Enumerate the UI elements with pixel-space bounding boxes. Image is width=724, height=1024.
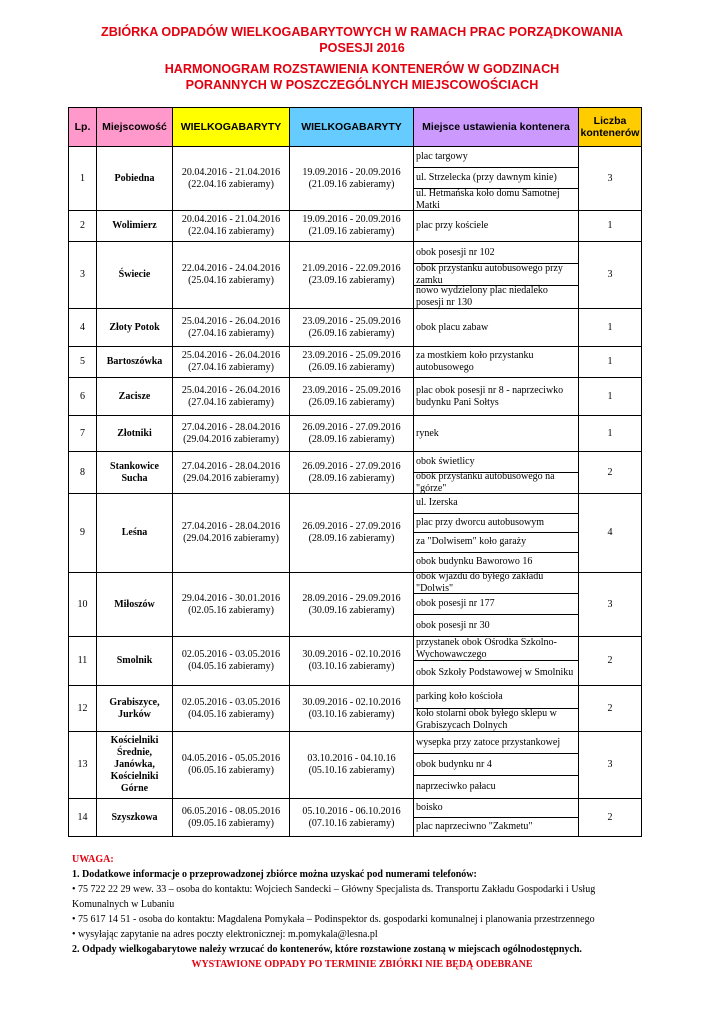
container-location: obok posesji nr 102 [414,242,578,264]
autumn-date-range: 26.09.2016 - 27.09.2016 [302,421,401,433]
town-name: Pobiedna [97,147,173,211]
container-location: ul. Izerska [414,494,578,514]
spring-pickup-date: (29.04.2016 zabieramy) [183,433,279,445]
autumn-dates [290,732,414,799]
autumn-dates [290,799,414,837]
spring-date-range: 25.04.2016 - 26.04.2016 [181,384,281,396]
col-header-town: Miejscowość [97,108,173,147]
col-header-spring: WIELKOGABARYTY [173,108,290,147]
container-count: 3 [579,242,642,309]
town-name: Leśna [97,494,173,573]
table-row [69,147,642,211]
schedule-table [68,107,642,837]
autumn-date-range: 23.09.2016 - 25.09.2016 [302,315,401,327]
autumn-date-range: 21.09.2016 - 22.09.2016 [302,263,401,274]
container-count: 3 [579,732,642,799]
spring-pickup-date: (27.04.16 zabieramy) [188,362,274,373]
notes-contact-2: • 75 617 14 51 - osoba do kontaktu: Magdalena Pomykała – Podinspektor ds. gospodarki komunalnej i planowania przestrzennego [72,914,595,925]
spring-pickup-date: (22.04.16 zabieramy) [188,226,274,237]
container-count: 2 [579,686,642,732]
container-count: 1 [579,309,642,347]
container-locations [414,452,579,494]
table-body [69,147,642,837]
row-number: 1 [69,147,97,211]
table-row [69,494,642,573]
autumn-pickup-date: (05.10.16 zabieramy) [308,765,395,776]
spring-date-range: 25.04.2016 - 26.04.2016 [181,350,281,361]
autumn-dates [290,211,414,242]
autumn-pickup-date: (23.09.16 zabieramy) [308,275,395,286]
container-location: boisko [414,799,578,818]
row-number: 11 [69,637,97,686]
container-location: obok budynku Baworowo 16 [416,556,533,568]
container-count: 3 [579,573,642,637]
table-row [69,211,642,242]
container-locations [414,309,579,347]
container-location: ul. Hetmańska koło domu Samotnej Matki [416,187,560,211]
container-location: obok przystanku autobusowego na "górze" [416,470,555,494]
container-location: obok posesji nr 177 [414,594,578,615]
town-name: Grabiszyce, Jurków [97,686,173,732]
autumn-date-range: 26.09.2016 - 27.09.2016 [302,521,401,532]
autumn-date-range: 05.10.2016 - 06.10.2016 [302,805,401,817]
town-name: Zacisze [97,378,173,416]
spring-pickup-date: (06.05.16 zabieramy) [188,765,274,776]
town-name: Smolnik [97,637,173,686]
spring-dates [173,211,290,242]
container-location: obok budynku nr 4 [414,754,578,776]
town-name: Wolimierz [97,211,173,242]
spring-date-range: 29.04.2016 - 30.01.2016 [181,592,281,604]
table-row [69,452,642,494]
row-number: 5 [69,347,97,378]
spring-date-range: 27.04.2016 - 28.04.2016 [181,521,281,532]
spring-dates [173,637,290,686]
subtitle-line-2: PORANNYCH W POSZCZEGÓLNYCH MIEJSCOWOŚCIACH [185,78,539,92]
notes-point-1: 1. Dodatkowe informacje o przeprowadzonej zbiórce można uzyskać pod numerami telefonów: [72,869,477,880]
spring-pickup-date: (27.04.16 zabieramy) [188,396,274,408]
autumn-date-range: 23.09.2016 - 25.09.2016 [302,350,401,361]
container-location: obok posesji nr 30 [416,619,490,631]
container-location: wysepka przy zatoce przystankowej [414,732,578,754]
town-name: Bartoszówka [97,347,173,378]
container-count: 1 [579,378,642,416]
table-row [69,242,642,309]
container-location: obok wjazdu do byłego zakładu "Dolwis" [414,573,578,594]
container-location: nowo wydzielony plac niedaleko posesji nr 130 [416,285,548,308]
spring-pickup-date: (02.05.16 zabieramy) [188,604,274,616]
document-title [0,24,724,56]
container-location: obok placu zabaw [416,321,489,333]
container-count: 1 [579,347,642,378]
table-header-row [69,108,642,147]
container-locations [414,416,579,452]
town-name: Szyszkowa [97,799,173,837]
notes-section [72,852,632,957]
spring-pickup-date: (29.04.2016 zabieramy) [183,472,279,484]
row-number: 3 [69,242,97,309]
autumn-pickup-date: (21.09.16 zabieramy) [308,178,395,190]
autumn-dates [290,147,414,211]
container-count: 4 [579,494,642,573]
autumn-pickup-date: (28.09.16 zabieramy) [308,472,395,484]
spring-dates [173,452,290,494]
container-locations [414,147,579,211]
spring-dates [173,799,290,837]
table-row [69,732,642,799]
container-locations [414,732,579,799]
notes-contact-1: • 75 722 22 29 wew. 33 – osoba do kontaktu: Wojciech Sandecki – Główny Specjalista ds. Transportu Zakładu Gospodarki i Usług Komunalnych w Lubaniu [72,884,596,910]
container-location: koło stolarni obok byłego sklepu w Grabiszycach Dolnych [416,707,557,731]
table-row [69,347,642,378]
container-location: przystanek obok Ośrodka Szkolno-Wychowawczego [414,637,578,661]
container-location: za mostkiem koło przystanku autobusowego [416,350,534,373]
container-location: plac przy kościele [416,220,489,231]
container-location: ul. Strzelecka (przy dawnym kinie) [414,168,578,189]
container-location: plac targowy [414,147,578,168]
container-locations [414,347,579,378]
notes-point-2: 2. Odpady wielkogabarytowe należy wrzucać do kontenerów, które rozstawione zostaną w miejscach ogólnodostępnych. [72,944,582,955]
spring-date-range: 20.04.2016 - 21.04.2016 [181,166,281,178]
spring-date-range: 20.04.2016 - 21.04.2016 [181,214,281,225]
container-locations [414,242,579,309]
spring-date-range: 02.05.2016 - 03.05.2016 [181,696,281,708]
autumn-pickup-date: (28.09.16 zabieramy) [308,433,395,445]
container-locations [414,378,579,416]
town-name: Kościelniki Średnie, Janówka, Kościelniki Górne [97,732,173,799]
container-locations [414,573,579,637]
title-line-1: ZBIÓRKA ODPADÓW WIELKOGABARYTOWYCH W RAMACH PRAC PORZĄDKOWANIA [101,25,623,39]
row-number: 10 [69,573,97,637]
container-location: naprzeciwko pałacu [416,781,496,792]
container-location: rynek [416,427,439,439]
autumn-pickup-date: (26.09.16 zabieramy) [308,327,395,339]
town-name: Złoty Potok [97,309,173,347]
spring-dates [173,347,290,378]
row-number: 7 [69,416,97,452]
container-count: 1 [579,416,642,452]
autumn-date-range: 30.09.2016 - 02.10.2016 [302,649,401,660]
container-count: 2 [579,637,642,686]
container-location: obok przystanku autobusowego przy zamku [414,264,578,286]
autumn-date-range: 19.09.2016 - 20.09.2016 [302,166,401,178]
spring-dates [173,309,290,347]
row-number: 14 [69,799,97,837]
spring-pickup-date: (29.04.2016 zabieramy) [183,533,279,544]
row-number: 12 [69,686,97,732]
spring-dates [173,573,290,637]
autumn-date-range: 03.10.2016 - 04.10.16 [307,753,396,764]
autumn-date-range: 23.09.2016 - 25.09.2016 [302,384,401,396]
notes-contact-3: • wysyłając zapytanie na adres poczty elektronicznej: m.pomykala@lesna.pl [72,929,378,940]
table-row [69,573,642,637]
spring-date-range: 27.04.2016 - 28.04.2016 [181,460,281,472]
autumn-dates [290,416,414,452]
spring-date-range: 02.05.2016 - 03.05.2016 [181,649,281,660]
autumn-dates [290,242,414,309]
table-row [69,309,642,347]
row-number: 6 [69,378,97,416]
autumn-dates [290,686,414,732]
spring-date-range: 06.05.2016 - 08.05.2016 [181,805,281,817]
spring-date-range: 25.04.2016 - 26.04.2016 [181,315,281,327]
row-number: 2 [69,211,97,242]
container-location: plac obok posesji nr 8 - naprzeciwko budynku Pani Sołtys [416,384,564,408]
autumn-pickup-date: (30.09.16 zabieramy) [308,604,395,616]
autumn-dates [290,452,414,494]
spring-pickup-date: (04.05.16 zabieramy) [188,708,274,720]
col-header-count: Liczba kontenerów [579,108,642,147]
container-count: 1 [579,211,642,242]
autumn-pickup-date: (03.10.16 zabieramy) [308,661,395,672]
row-number: 8 [69,452,97,494]
town-name: Złotniki [97,416,173,452]
spring-pickup-date: (04.05.16 zabieramy) [188,661,274,672]
container-location: plac naprzeciwno "Zakmetu" [416,820,533,832]
spring-dates [173,416,290,452]
col-header-lp: Lp. [69,108,97,147]
container-locations [414,494,579,573]
autumn-pickup-date: (03.10.16 zabieramy) [308,708,395,720]
container-count: 3 [579,147,642,211]
autumn-dates [290,573,414,637]
autumn-date-range: 19.09.2016 - 20.09.2016 [302,214,401,225]
autumn-pickup-date: (21.09.16 zabieramy) [308,226,395,237]
autumn-date-range: 26.09.2016 - 27.09.2016 [302,460,401,472]
notes-label: UWAGA: [72,854,114,865]
table-row [69,416,642,452]
spring-dates [173,494,290,573]
town-name: Stankowice Sucha [97,452,173,494]
row-number: 4 [69,309,97,347]
table-row [69,637,642,686]
spring-date-range: 04.05.2016 - 05.05.2016 [181,753,281,764]
container-locations [414,211,579,242]
town-name: Miłoszów [97,573,173,637]
autumn-pickup-date: (26.09.16 zabieramy) [308,396,395,408]
autumn-dates [290,347,414,378]
autumn-pickup-date: (26.09.16 zabieramy) [308,362,395,373]
autumn-dates [290,494,414,573]
spring-dates [173,242,290,309]
container-location: obok Szkoły Podstawowej w Smolniku [416,667,574,678]
container-location: za "Dolwisem" koło garaży [414,533,578,553]
container-location: parking koło kościoła [414,686,578,709]
spring-pickup-date: (27.04.16 zabieramy) [188,327,274,339]
autumn-pickup-date: (28.09.16 zabieramy) [308,533,395,544]
subtitle-line-1: HARMONOGRAM ROZSTAWIENIA KONTENERÓW W GODZINACH [164,62,560,76]
spring-dates [173,147,290,211]
container-locations [414,799,579,837]
container-location: obok świetlicy [414,452,578,473]
autumn-dates [290,309,414,347]
spring-pickup-date: (25.04.16 zabieramy) [188,275,274,286]
autumn-dates [290,637,414,686]
spring-pickup-date: (09.05.16 zabieramy) [188,817,274,829]
row-number: 9 [69,494,97,573]
spring-date-range: 27.04.2016 - 28.04.2016 [181,421,281,433]
row-number: 13 [69,732,97,799]
spring-dates [173,378,290,416]
spring-dates [173,686,290,732]
container-location: plac przy dworcu autobusowym [414,514,578,534]
table-row [69,686,642,732]
footer-warning: WYSTAWIONE ODPADY PO TERMINIE ZBIÓRKI NIE BĘDĄ ODEBRANE [191,959,533,970]
autumn-date-range: 28.09.2016 - 29.09.2016 [302,592,401,604]
title-line-2: POSESJI 2016 [319,41,405,55]
container-count: 2 [579,799,642,837]
container-count: 2 [579,452,642,494]
town-name: Świecie [97,242,173,309]
container-locations [414,637,579,686]
autumn-date-range: 30.09.2016 - 02.10.2016 [302,696,401,708]
col-header-location: Miejsce ustawienia kontenera [414,108,579,147]
spring-date-range: 22.04.2016 - 24.04.2016 [181,263,281,274]
table-row [69,378,642,416]
autumn-pickup-date: (07.10.16 zabieramy) [308,817,395,829]
col-header-autumn: WIELKOGABARYTY [290,108,414,147]
autumn-dates [290,378,414,416]
table-row [69,799,642,837]
container-locations [414,686,579,732]
spring-pickup-date: (22.04.16 zabieramy) [188,178,274,190]
document-subtitle [0,61,724,93]
spring-dates [173,732,290,799]
